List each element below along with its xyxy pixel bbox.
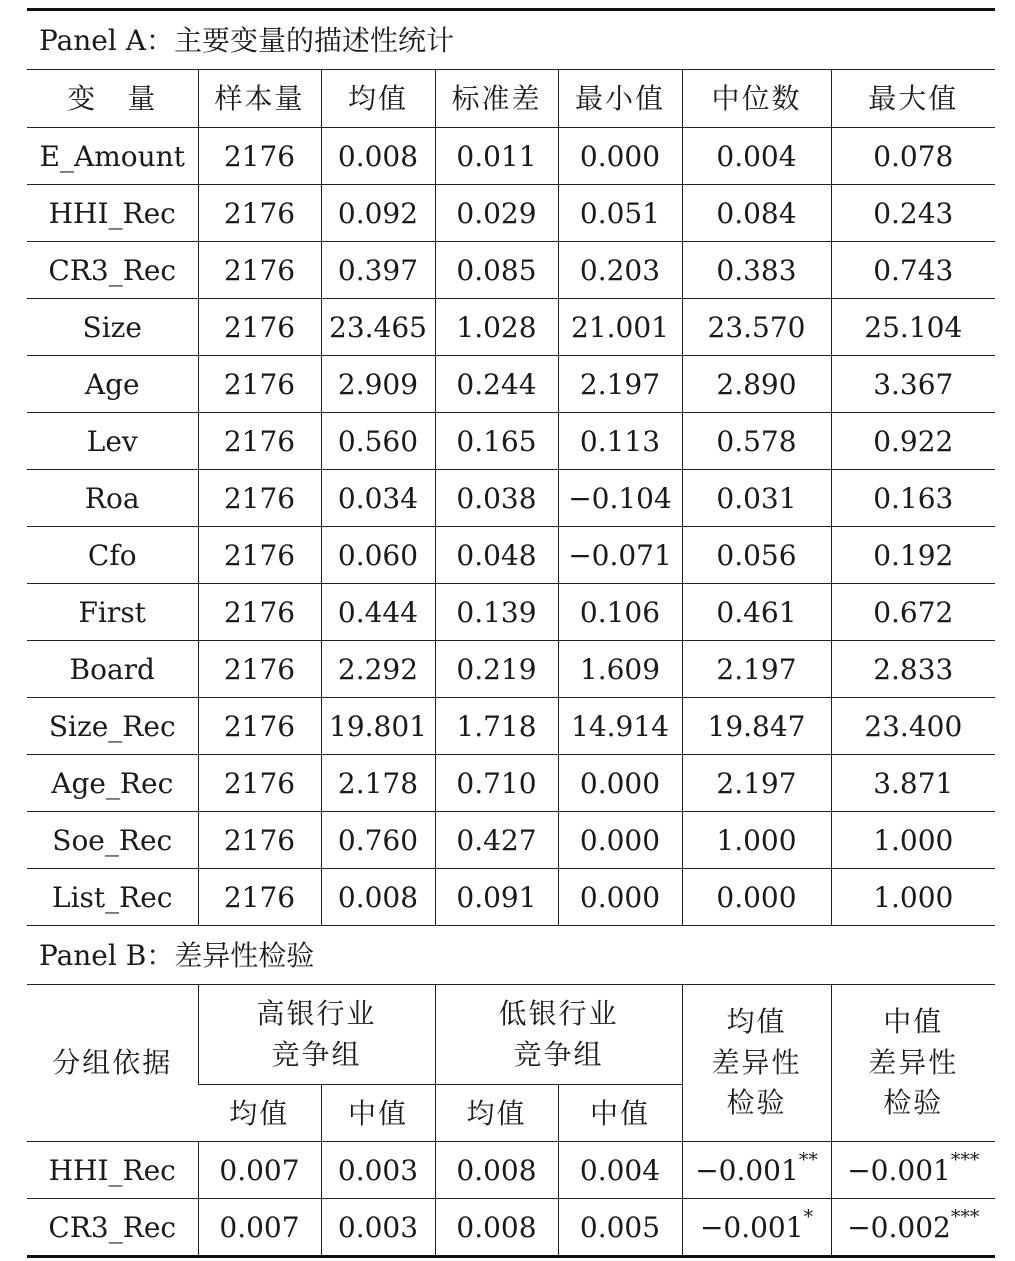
variable-name-cell: First	[27, 584, 198, 641]
diff-test-cell	[831, 1199, 995, 1257]
low-group-line-2: 竞争组	[513, 1037, 604, 1071]
variable-name-cell: List_Rec	[27, 869, 198, 926]
value-cell: 0.060	[321, 527, 435, 584]
mean-test-line-2: 差异性	[711, 1045, 802, 1079]
low-group-median-header: 中值	[558, 1085, 682, 1142]
value-cell: 2.833	[831, 641, 995, 698]
value-cell: 23.570	[682, 299, 831, 356]
value-cell: 0.461	[682, 584, 831, 641]
value-cell: 2.292	[321, 641, 435, 698]
panel-a-header-cell: 标准差	[435, 70, 558, 128]
value-cell: 0.000	[558, 755, 682, 812]
value-cell: 0.000	[558, 812, 682, 869]
low-group-line-1: 低银行业	[498, 996, 619, 1030]
value-cell: 0.092	[321, 185, 435, 242]
diff-value: −0.001	[699, 1210, 804, 1244]
table-row	[27, 356, 995, 413]
value-cell: 1.718	[435, 698, 558, 755]
value-cell: −0.104	[558, 470, 682, 527]
value-cell: 0.203	[558, 242, 682, 299]
value-cell: 0.139	[435, 584, 558, 641]
high-group-line-1: 高银行业	[256, 996, 377, 1030]
panel-a-header-row	[27, 70, 995, 128]
value-cell: 0.163	[831, 470, 995, 527]
statistics-table-container	[27, 8, 995, 1258]
value-cell: 0.004	[682, 128, 831, 185]
table-row	[27, 812, 995, 869]
diff-test-cell	[682, 1199, 831, 1257]
table-row	[27, 698, 995, 755]
value-cell: 2176	[198, 242, 321, 299]
significance-stars: ***	[950, 1148, 980, 1171]
variable-name-cell: Roa	[27, 470, 198, 527]
value-cell: 21.001	[558, 299, 682, 356]
value-cell: 0.008	[435, 1199, 558, 1257]
panel-a-title: Panel A：主要变量的描述性统计	[27, 10, 995, 70]
value-cell: 2176	[198, 869, 321, 926]
panel-a-header-cell: 变 量	[27, 70, 198, 128]
significance-stars: ***	[950, 1205, 980, 1228]
value-cell: 2176	[198, 812, 321, 869]
value-cell: 0.005	[558, 1199, 682, 1257]
table-row	[27, 584, 995, 641]
value-cell: 0.922	[831, 413, 995, 470]
panel-a-header-cell: 最大值	[831, 70, 995, 128]
statistics-table	[27, 8, 995, 1258]
table-row	[27, 413, 995, 470]
value-cell: 19.801	[321, 698, 435, 755]
value-cell: 3.367	[831, 356, 995, 413]
value-cell: 3.871	[831, 755, 995, 812]
diff-value: −0.001	[847, 1153, 951, 1187]
value-cell: 1.028	[435, 299, 558, 356]
value-cell: 25.104	[831, 299, 995, 356]
value-cell: 2176	[198, 698, 321, 755]
variable-name-cell: Soe_Rec	[27, 812, 198, 869]
table-row	[27, 527, 995, 584]
value-cell: 2176	[198, 356, 321, 413]
value-cell: 0.672	[831, 584, 995, 641]
table-row	[27, 242, 995, 299]
diff-test-cell	[831, 1142, 995, 1199]
value-cell: 2176	[198, 755, 321, 812]
value-cell: 0.007	[198, 1142, 321, 1199]
value-cell: 2176	[198, 527, 321, 584]
variable-name-cell: CR3_Rec	[27, 242, 198, 299]
table-row	[27, 128, 995, 185]
median-test-line-1: 中值	[883, 1005, 944, 1039]
variable-name-cell: Age_Rec	[27, 755, 198, 812]
variable-name-cell: HHI_Rec	[27, 1142, 198, 1199]
group-basis-header: 分组依据	[27, 985, 198, 1142]
value-cell: 1.000	[831, 812, 995, 869]
value-cell: 23.465	[321, 299, 435, 356]
value-cell: 14.914	[558, 698, 682, 755]
median-diff-test-header	[831, 985, 995, 1142]
value-cell: 2.197	[682, 755, 831, 812]
value-cell: 0.051	[558, 185, 682, 242]
value-cell: 1.000	[682, 812, 831, 869]
variable-name-cell: Lev	[27, 413, 198, 470]
value-cell: 19.847	[682, 698, 831, 755]
value-cell: 2.197	[558, 356, 682, 413]
significance-stars: *	[803, 1205, 814, 1228]
value-cell: 0.578	[682, 413, 831, 470]
median-test-line-3: 检验	[883, 1086, 944, 1120]
value-cell: 0.048	[435, 527, 558, 584]
value-cell: 2.197	[682, 641, 831, 698]
value-cell: 1.609	[558, 641, 682, 698]
high-group-line-2: 竞争组	[271, 1037, 362, 1071]
value-cell: 0.003	[321, 1199, 435, 1257]
low-competition-group-header	[435, 985, 682, 1085]
panel-b-title: Panel B：差异性检验	[27, 926, 995, 985]
value-cell: 0.760	[321, 812, 435, 869]
diff-value: −0.002	[847, 1210, 951, 1244]
median-test-line-2: 差异性	[868, 1045, 959, 1079]
panel-a-header-cell: 均值	[321, 70, 435, 128]
significance-stars: **	[798, 1148, 818, 1171]
value-cell: 0.165	[435, 413, 558, 470]
value-cell: 0.000	[558, 869, 682, 926]
variable-name-cell: CR3_Rec	[27, 1199, 198, 1257]
value-cell: 2176	[198, 584, 321, 641]
variable-name-cell: HHI_Rec	[27, 185, 198, 242]
value-cell: 0.000	[682, 869, 831, 926]
panel-a-header-cell: 最小值	[558, 70, 682, 128]
variable-name-cell: E_Amount	[27, 128, 198, 185]
value-cell: 0.710	[435, 755, 558, 812]
variable-name-cell: Cfo	[27, 527, 198, 584]
value-cell: 0.007	[198, 1199, 321, 1257]
value-cell: 0.078	[831, 128, 995, 185]
value-cell: 0.011	[435, 128, 558, 185]
value-cell: 2176	[198, 185, 321, 242]
value-cell: 0.091	[435, 869, 558, 926]
value-cell: 0.084	[682, 185, 831, 242]
value-cell: 0.192	[831, 527, 995, 584]
variable-name-cell: Board	[27, 641, 198, 698]
value-cell: 0.560	[321, 413, 435, 470]
value-cell: 0.031	[682, 470, 831, 527]
value-cell: 0.034	[321, 470, 435, 527]
value-cell: 0.003	[321, 1142, 435, 1199]
value-cell: 23.400	[831, 698, 995, 755]
value-cell: 0.383	[682, 242, 831, 299]
value-cell: −0.071	[558, 527, 682, 584]
value-cell: 0.743	[831, 242, 995, 299]
table-row	[27, 869, 995, 926]
value-cell: 0.008	[321, 869, 435, 926]
value-cell: 2.890	[682, 356, 831, 413]
variable-name-cell: Size_Rec	[27, 698, 198, 755]
value-cell: 2.178	[321, 755, 435, 812]
value-cell: 0.008	[435, 1142, 558, 1199]
table-row	[27, 1142, 995, 1199]
value-cell: 0.008	[321, 128, 435, 185]
table-row	[27, 299, 995, 356]
value-cell: 0.056	[682, 527, 831, 584]
value-cell: 0.243	[831, 185, 995, 242]
high-competition-group-header	[198, 985, 435, 1085]
value-cell: 0.397	[321, 242, 435, 299]
variable-name-cell: Size	[27, 299, 198, 356]
value-cell: 0.244	[435, 356, 558, 413]
high-group-mean-header: 均值	[198, 1085, 321, 1142]
value-cell: 0.085	[435, 242, 558, 299]
mean-diff-test-header	[682, 985, 831, 1142]
diff-test-cell	[682, 1142, 831, 1199]
table-row	[27, 185, 995, 242]
value-cell: 0.444	[321, 584, 435, 641]
value-cell: 0.113	[558, 413, 682, 470]
panel-a-header-cell: 中位数	[682, 70, 831, 128]
variable-name-cell: Age	[27, 356, 198, 413]
diff-value: −0.001	[695, 1153, 799, 1187]
value-cell: 0.000	[558, 128, 682, 185]
value-cell: 0.004	[558, 1142, 682, 1199]
table-row	[27, 641, 995, 698]
table-row	[27, 1199, 995, 1257]
value-cell: 2176	[198, 413, 321, 470]
value-cell: 2176	[198, 128, 321, 185]
value-cell: 0.219	[435, 641, 558, 698]
value-cell: 2176	[198, 470, 321, 527]
value-cell: 2.909	[321, 356, 435, 413]
value-cell: 0.029	[435, 185, 558, 242]
mean-test-line-1: 均值	[726, 1005, 787, 1039]
value-cell: 1.000	[831, 869, 995, 926]
low-group-mean-header: 均值	[435, 1085, 558, 1142]
value-cell: 2176	[198, 641, 321, 698]
high-group-median-header: 中值	[321, 1085, 435, 1142]
value-cell: 0.106	[558, 584, 682, 641]
value-cell: 0.038	[435, 470, 558, 527]
table-row	[27, 470, 995, 527]
panel-a-header-cell: 样本量	[198, 70, 321, 128]
value-cell: 0.427	[435, 812, 558, 869]
table-row	[27, 755, 995, 812]
mean-test-line-3: 检验	[726, 1086, 787, 1120]
value-cell: 2176	[198, 299, 321, 356]
